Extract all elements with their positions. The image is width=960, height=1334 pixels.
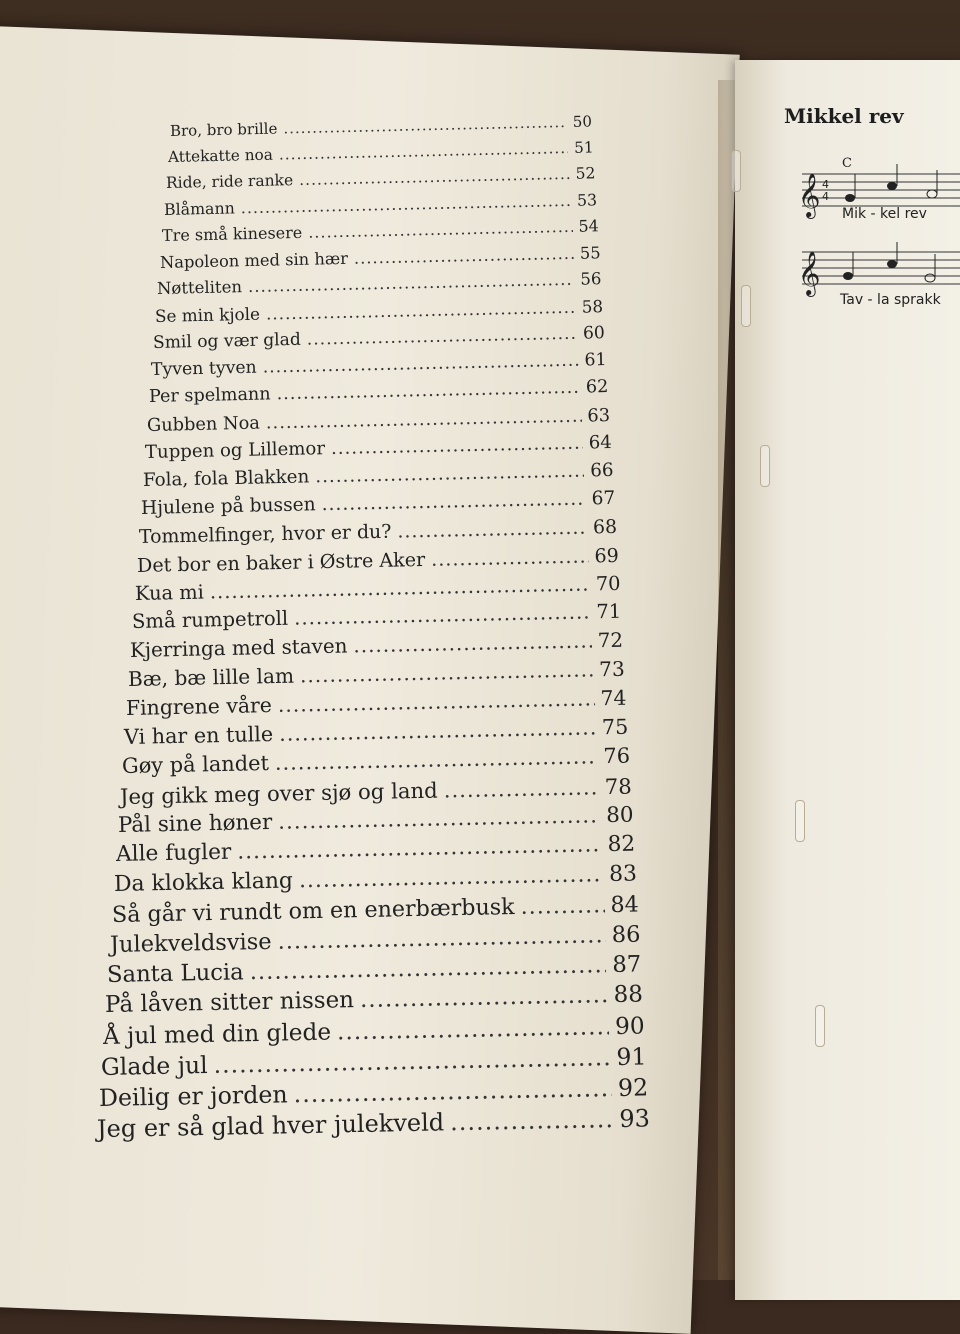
toc-entry-page: 66 <box>589 459 614 482</box>
toc-entry <box>155 296 604 326</box>
toc-entry-page: 69 <box>593 543 619 567</box>
toc-entry-page: 82 <box>607 832 636 858</box>
toc-leader-dots <box>240 191 571 217</box>
toc-entry-title: Deilig er jorden <box>98 1080 288 1113</box>
toc-entry-page: 64 <box>588 432 612 454</box>
toc-entry-page: 62 <box>585 377 609 398</box>
toc-leader-dots <box>360 983 608 1014</box>
toc-entry <box>145 432 612 463</box>
toc-entry <box>128 657 625 691</box>
toc-leader-dots <box>315 460 584 487</box>
toc-entry <box>151 350 607 380</box>
toc-entry-title: Per spelmann <box>148 384 271 408</box>
toc-entry-page: 91 <box>616 1042 647 1072</box>
toc-leader-dots <box>308 217 573 242</box>
toc-entry-title: Fola, fola Blakken <box>142 466 310 491</box>
toc-entry-title: Glade jul <box>100 1051 209 1082</box>
toc-entry-title: Gøy på landet <box>121 751 270 779</box>
toc-entry <box>149 377 609 407</box>
toc-entry-page: 78 <box>604 773 632 799</box>
toc-leader-dots <box>263 351 579 378</box>
toc-entry <box>136 543 618 576</box>
toc-entry-title: Å jul med din glede <box>102 1018 332 1050</box>
toc-entry <box>141 487 616 518</box>
toc-leader-dots <box>279 139 569 164</box>
toc-leader-dots <box>298 862 603 893</box>
toc-entry <box>130 628 623 661</box>
toc-entry-title: Blåmann <box>163 198 235 220</box>
toc-entry-page: 74 <box>600 685 627 711</box>
toc-entry-page: 53 <box>576 190 598 210</box>
toc-entry-title: Tyven tyven <box>151 357 258 381</box>
toc-leader-dots <box>520 892 604 920</box>
toc-entry-page: 72 <box>597 628 624 653</box>
toc-leader-dots <box>443 774 599 802</box>
toc-entry <box>113 862 636 897</box>
toc-entry-title: Hjulene på bussen <box>140 493 316 519</box>
toc-entry-page: 90 <box>615 1012 646 1040</box>
toc-leader-dots <box>277 922 606 954</box>
toc-entry-title: Santa Lucia <box>107 959 245 989</box>
toc-entry <box>168 138 594 166</box>
toc-leader-dots <box>266 297 576 324</box>
toc-leader-dots <box>337 1013 610 1045</box>
toc-leader-dots <box>283 113 567 137</box>
toc-entry-title: Så går vi rundt om en enerbærbusk <box>111 893 515 928</box>
toc-entry-page: 88 <box>613 981 644 1009</box>
toc-entry-page: 51 <box>573 138 594 157</box>
toc-entry <box>134 572 620 605</box>
toc-leader-dots <box>279 716 596 746</box>
toc-entry-page: 54 <box>577 216 599 237</box>
toc-leader-dots <box>209 572 589 603</box>
toc-leader-dots <box>277 378 581 405</box>
toc-entry-page: 52 <box>575 164 596 183</box>
toc-entry-page: 84 <box>609 891 639 919</box>
toc-entry-title: Bro, bro brille <box>169 119 278 140</box>
toc-leader-dots <box>397 516 587 542</box>
toc-entry-title: Jeg gikk meg over sjø og land <box>119 777 438 809</box>
toc-entry-title: Pål sine høner <box>117 809 273 838</box>
toc-entry-title: Ride, ride ranke <box>165 171 294 192</box>
toc-entry-page: 75 <box>601 714 629 740</box>
svg-text:𝄞: 𝄞 <box>798 251 821 295</box>
toc-entry <box>138 515 616 547</box>
toc-entry <box>159 243 600 272</box>
lyric-line-1: Mik - kel rev <box>842 206 927 222</box>
toc-entry <box>153 323 605 353</box>
toc-entry-page: 80 <box>605 802 634 829</box>
toc-entry-page: 61 <box>584 350 608 371</box>
toc-entry-page: 92 <box>617 1073 649 1103</box>
toc-entry-page: 50 <box>572 112 593 131</box>
toc-entry-page: 70 <box>595 571 621 596</box>
svg-text:𝄞: 𝄞 <box>798 173 821 217</box>
toc-entry-title: Se min kjole <box>155 303 261 327</box>
toc-leader-dots <box>294 601 591 630</box>
toc-entry-page: 63 <box>587 404 611 427</box>
toc-leader-dots <box>331 433 583 459</box>
toc-entry-title: Kjerringa med staven <box>130 634 349 662</box>
toc-entry-title: Det bor en baker i Østre Aker <box>136 547 425 577</box>
toc-entry-title: Napoleon med sin hær <box>159 248 348 272</box>
toc-entry <box>122 744 630 778</box>
toc-entry-title: Kua mi <box>134 580 204 605</box>
toc-leader-dots <box>278 687 595 718</box>
toc-entry <box>164 190 598 219</box>
toc-leader-dots <box>299 165 570 189</box>
svg-text:4: 4 <box>822 178 829 191</box>
toc-entry-title: Små rumpetroll <box>132 606 289 634</box>
toc-leader-dots <box>300 658 594 688</box>
toc-entry-title: Smil og vær glad <box>153 329 302 354</box>
toc-leader-dots <box>353 244 573 268</box>
toc-entry-page: 71 <box>596 599 622 624</box>
toc-entry-title: Nøtteliten <box>157 277 243 299</box>
toc-entry <box>126 686 627 720</box>
toc-entry-title: Fingrene våre <box>125 693 273 721</box>
toc-entry-title: Attekatte noa <box>167 145 273 166</box>
toc-entry-page: 73 <box>599 657 626 682</box>
toc-entry <box>147 405 611 436</box>
toc-entry <box>166 164 596 192</box>
toc-leader-dots <box>354 629 593 657</box>
toc-entry <box>143 460 614 491</box>
toc-leader-dots <box>278 803 601 835</box>
toc-entry-page: 87 <box>612 951 642 979</box>
toc-leader-dots <box>293 1074 612 1108</box>
toc-leader-dots <box>450 1105 614 1136</box>
toc-entry <box>170 112 592 140</box>
toc-entry <box>132 600 622 633</box>
toc-entry-title: Vi har en tulle <box>123 722 274 750</box>
chord-label: C <box>842 156 852 171</box>
toc-entry-title: På låven sitter nissen <box>105 987 355 1019</box>
toc-entry-page: 56 <box>580 269 603 290</box>
toc-entry-title: Da klokka klang <box>113 868 293 898</box>
toc-entry-title: Tre små kinesere <box>161 223 303 246</box>
toc-entry-title: Bæ, bæ lille lam <box>128 663 295 692</box>
toc-leader-dots <box>237 833 602 865</box>
toc-entry-page: 76 <box>603 743 631 769</box>
toc-entry-title: Gubben Noa <box>146 412 261 436</box>
toc-entry <box>124 715 629 749</box>
song-title: Mikkel rev <box>784 104 904 128</box>
toc-leader-dots <box>431 544 589 570</box>
toc-entry-title: Tommelfinger, hvor er du? <box>138 520 392 548</box>
toc-entry-page: 58 <box>581 296 604 317</box>
toc-entry-page: 93 <box>619 1104 651 1133</box>
toc-leader-dots <box>307 324 578 350</box>
toc-leader-dots <box>321 488 585 515</box>
toc-entry <box>157 270 602 299</box>
toc-entry-page: 67 <box>591 487 616 509</box>
svg-text:4: 4 <box>822 190 829 203</box>
toc-leader-dots <box>250 952 607 985</box>
toc-entry-title: Tuppen og Lillemor <box>144 438 326 464</box>
toc-entry-page: 55 <box>579 243 601 263</box>
toc-entry-title: Julekveldsvise <box>109 928 272 958</box>
toc-leader-dots <box>275 745 598 776</box>
toc-leader-dots <box>214 1044 611 1080</box>
toc-entry-page: 60 <box>583 323 606 344</box>
lyric-line-2: Tav - la sprakk <box>840 292 941 308</box>
toc-entry-page: 68 <box>592 515 617 538</box>
toc-entry <box>105 982 643 1019</box>
toc-entry-page: 83 <box>608 861 637 888</box>
toc-leader-dots <box>248 270 575 296</box>
toc-entry <box>161 217 598 246</box>
toc-entry-title: Alle fugler <box>115 840 232 868</box>
toc-leader-dots <box>266 405 582 433</box>
toc-entry-title: Jeg er så glad hver julekveld <box>96 1108 445 1143</box>
toc-entry-page: 86 <box>611 921 641 949</box>
